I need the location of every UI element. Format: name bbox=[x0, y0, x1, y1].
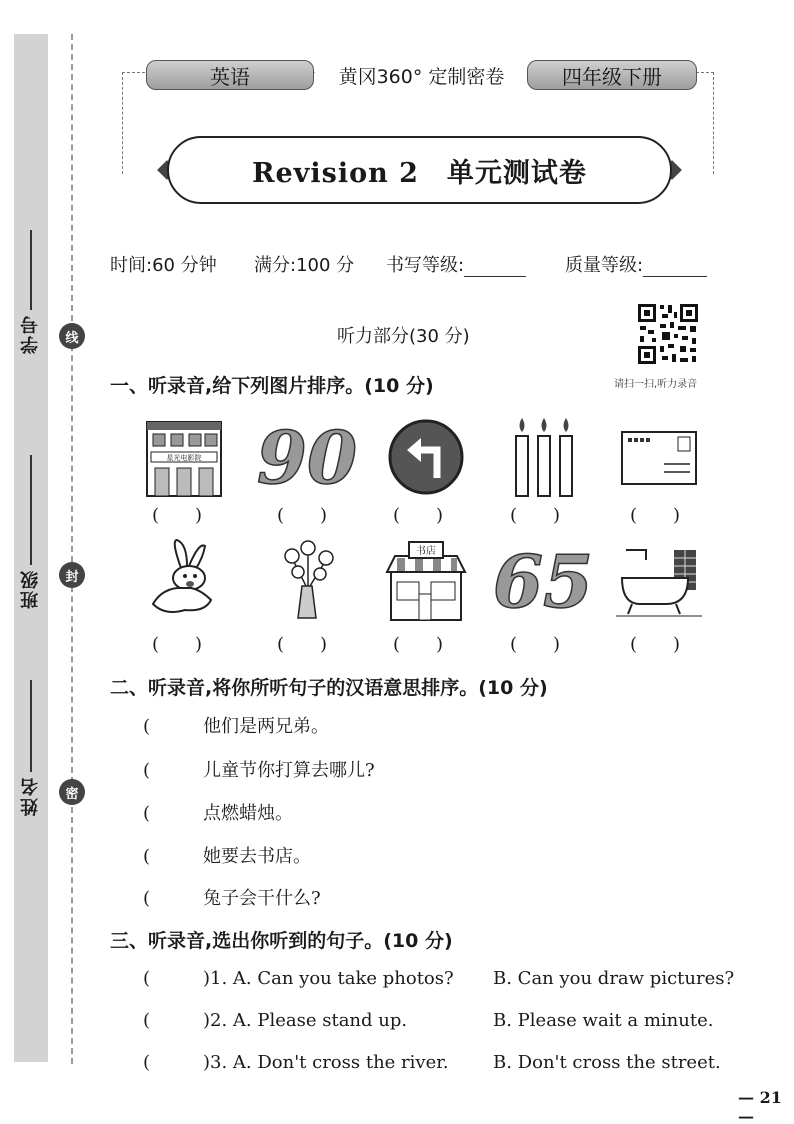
s1-answer-4[interactable]: ( ) bbox=[510, 505, 561, 526]
cinema-icon bbox=[141, 414, 227, 500]
s1-answer-6[interactable]: ( ) bbox=[152, 634, 203, 655]
turn-left-sign-icon bbox=[383, 414, 469, 500]
quality-grade-label: 质量等级: bbox=[565, 255, 644, 276]
writing-grade-label: 书写等级: bbox=[386, 255, 465, 276]
s3-item-2 bbox=[143, 1010, 407, 1031]
s2-answer-3[interactable]: ( bbox=[143, 803, 151, 824]
s2-text-5: 兔子会干什么? bbox=[203, 888, 321, 909]
binding-dashed-line bbox=[71, 34, 73, 1064]
number-90-icon bbox=[256, 414, 358, 500]
s2-answer-5[interactable]: ( bbox=[143, 888, 151, 909]
class-field bbox=[16, 455, 46, 609]
section1-title: 一、听录音,给下列图片排序。(10 分) bbox=[110, 375, 434, 397]
seal-mark-line: 线 bbox=[59, 323, 85, 349]
name-label: 姓名 bbox=[20, 776, 41, 816]
student-id-field bbox=[16, 230, 46, 354]
brand-text: 黄冈360° 定制密卷 bbox=[316, 60, 527, 90]
s3-answer-1[interactable]: ( bbox=[143, 968, 151, 989]
bathtub-icon bbox=[616, 538, 702, 624]
section2-title: 二、听录音,将你所听句子的汉语意思排序。(10 分) bbox=[110, 677, 548, 699]
student-id-label: 学号 bbox=[20, 314, 41, 354]
s3-item-1 bbox=[143, 968, 454, 989]
s1-answer-1[interactable]: ( ) bbox=[152, 505, 203, 526]
qr-caption: 请扫一扫,听力录音 bbox=[614, 379, 698, 390]
number-65-text: 65 bbox=[492, 538, 594, 624]
s1-answer-9[interactable]: ( ) bbox=[510, 634, 561, 655]
s2-item-4 bbox=[143, 842, 311, 868]
s2-answer-4[interactable]: ( bbox=[143, 846, 151, 867]
s1-answer-7[interactable]: ( ) bbox=[277, 634, 328, 655]
subject-badge: 英语 bbox=[146, 60, 314, 90]
s1-answer-5[interactable]: ( ) bbox=[630, 505, 681, 526]
s3-option-a-1: )1. A. Can you take photos? bbox=[203, 968, 454, 989]
s2-text-3: 点燃蜡烛。 bbox=[203, 803, 293, 824]
s1-answer-3[interactable]: ( ) bbox=[393, 505, 444, 526]
class-label: 班级 bbox=[20, 569, 41, 609]
s3-option-a-3: )3. A. Don't cross the river. bbox=[203, 1052, 449, 1073]
s2-item-2 bbox=[143, 756, 375, 782]
number-90-text: 90 bbox=[256, 414, 358, 500]
time-info: 时间:60 分钟 bbox=[110, 255, 217, 276]
qr-code-icon[interactable] bbox=[636, 302, 700, 366]
s2-text-1: 他们是两兄弟。 bbox=[203, 716, 329, 737]
s3-answer-3[interactable]: ( bbox=[143, 1052, 151, 1073]
bookstore-sign-text: 书店 bbox=[416, 546, 436, 557]
candles-icon bbox=[500, 414, 586, 500]
bookstore-icon bbox=[383, 538, 469, 624]
s3-option-b-2: B. Please wait a minute. bbox=[493, 1010, 714, 1031]
quality-grade-blank[interactable] bbox=[643, 259, 707, 277]
quality-grade bbox=[565, 251, 707, 277]
student-id-blank[interactable] bbox=[30, 230, 32, 310]
rabbit-icon bbox=[141, 538, 227, 624]
s2-text-4: 她要去书店。 bbox=[203, 846, 311, 867]
s2-item-5 bbox=[143, 884, 321, 910]
s3-answer-2[interactable]: ( bbox=[143, 1010, 151, 1031]
s2-item-1 bbox=[143, 712, 329, 738]
s2-text-2: 儿童节你打算去哪儿? bbox=[203, 760, 375, 781]
class-blank[interactable] bbox=[30, 455, 32, 565]
grade-badge: 四年级下册 bbox=[527, 60, 697, 90]
writing-grade-blank[interactable] bbox=[464, 259, 526, 277]
s2-answer-1[interactable]: ( bbox=[143, 716, 151, 737]
page-title: Revision 2 单元测试卷 bbox=[252, 157, 587, 189]
s2-item-3 bbox=[143, 799, 293, 825]
postcard-icon bbox=[616, 414, 702, 500]
number-65-icon bbox=[492, 538, 594, 624]
s3-option-a-2: )2. A. Please stand up. bbox=[203, 1010, 408, 1031]
s1-answer-8[interactable]: ( ) bbox=[393, 634, 444, 655]
seal-mark-seal: 封 bbox=[59, 562, 85, 588]
s3-option-b-1: B. Can you draw pictures? bbox=[493, 968, 735, 989]
s3-option-b-3: B. Don't cross the street. bbox=[493, 1052, 721, 1073]
title-box bbox=[167, 136, 672, 204]
seal-mark-secret: 密 bbox=[59, 779, 85, 805]
listening-heading: 听力部分(30 分) bbox=[337, 326, 470, 347]
s2-answer-2[interactable]: ( bbox=[143, 760, 151, 781]
page-number: — 21 — bbox=[738, 1088, 782, 1124]
s3-item-3 bbox=[143, 1052, 449, 1073]
name-blank[interactable] bbox=[30, 680, 32, 772]
score-info: 满分:100 分 bbox=[254, 255, 355, 276]
writing-grade bbox=[386, 251, 526, 277]
section3-title: 三、听录音,选出你听到的句子。(10 分) bbox=[110, 930, 453, 952]
flowers-icon bbox=[264, 538, 350, 624]
s1-answer-2[interactable]: ( ) bbox=[277, 505, 328, 526]
cinema-sign-text: 星光电影院 bbox=[166, 454, 202, 462]
s1-answer-10[interactable]: ( ) bbox=[630, 634, 681, 655]
name-field bbox=[16, 680, 46, 816]
